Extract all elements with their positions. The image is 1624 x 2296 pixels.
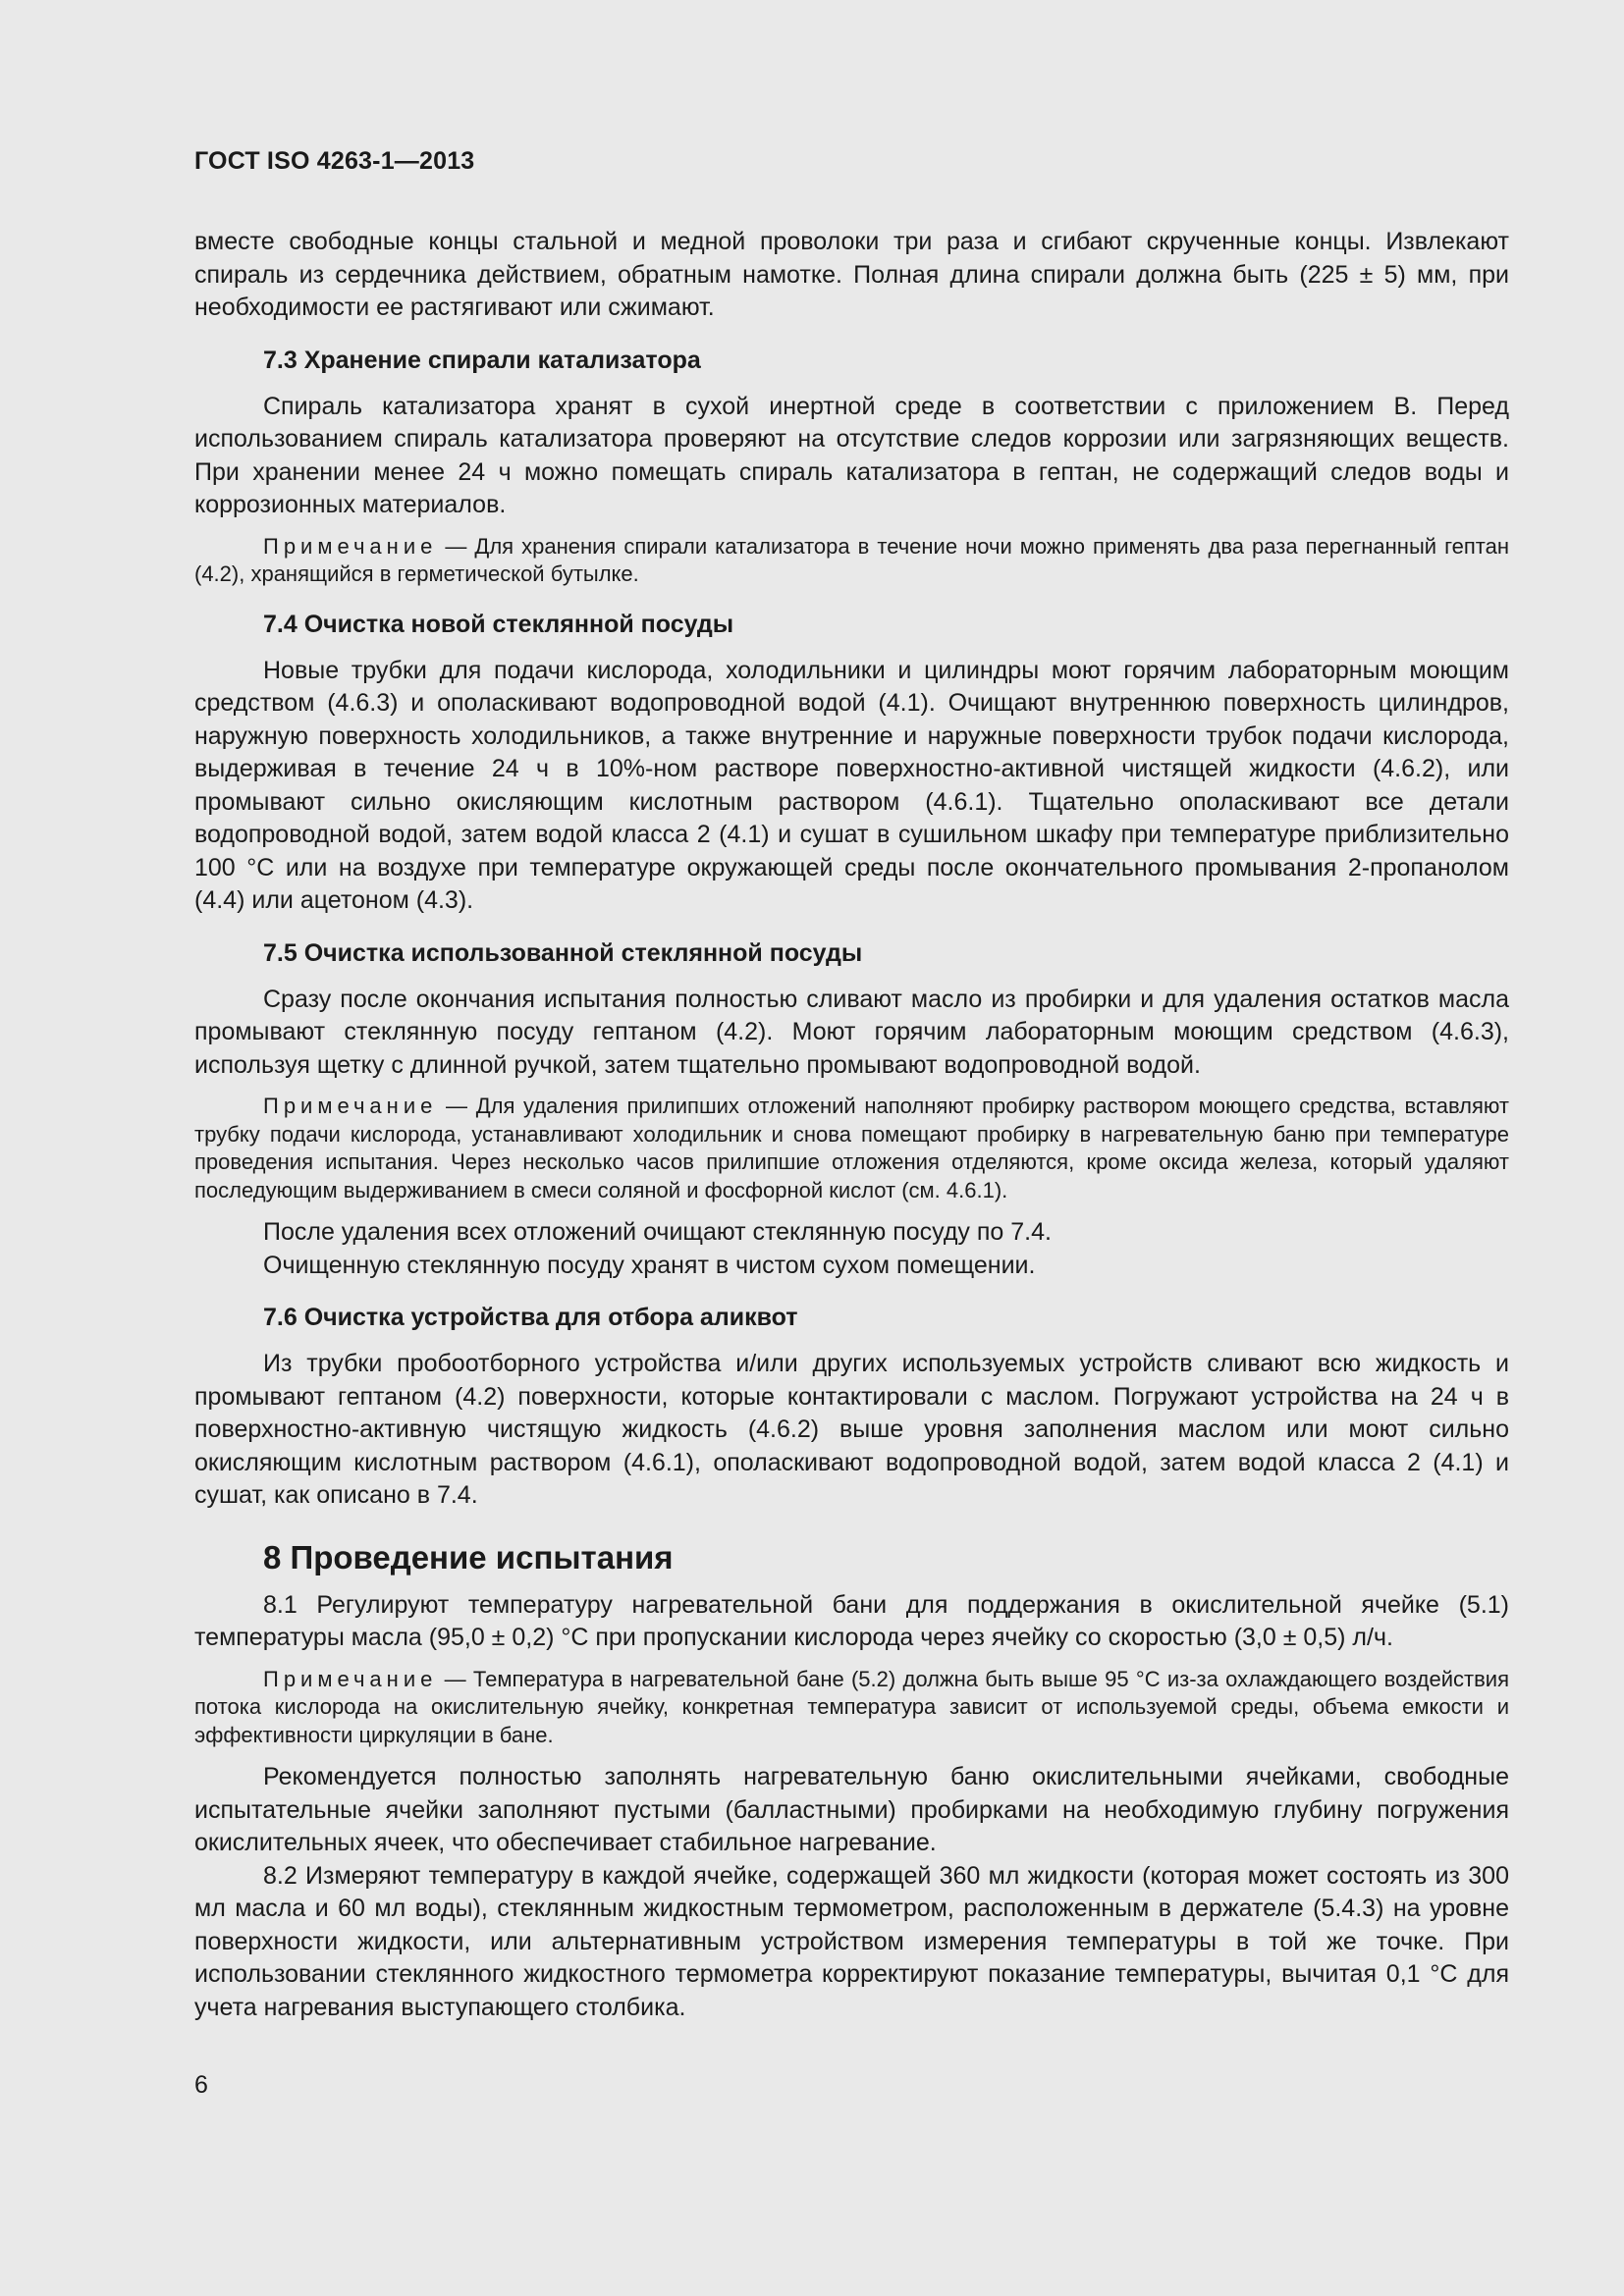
- note-text: — Для удаления прилипших отложений наполняют пробирку раствором моющего средства, вставляют трубку подачи кислорода, устанавливают холодильник и снова помещают пробирку в нагревательную баню при температуре проведения испытания. Через несколько часов прилипшие отложения отделяются, кроме оксида железа, который удаляют последующим выдерживанием в смеси соляной и фосфорной кислот (см. 4.6.1).: [194, 1094, 1509, 1202]
- note-7-3: [194, 533, 1509, 589]
- note-7-5: [194, 1093, 1509, 1204]
- paragraph-8-1: 8.1 Регулируют температуру нагревательной бани для поддержания в окислительной ячейке (5.1) температуры масла (95,0 ± 0,2) °С при пропускании кислорода через ячейку со скоростью (3,0 ± 0,5) л/ч.: [194, 1590, 1509, 1651]
- intro-paragraph: вместе свободные концы стальной и медной проволоки три раза и сгибают скрученные концы. Извлекают спираль из сердечника действием, обратным намотке. Полная длина спирали должна быть (225 ± 5) мм, при необходимости ее растягивают или сжимают.: [194, 228, 1509, 321]
- paragraph-7-5-after-2: Очищенную стеклянную посуду хранят в чистом сухом помещении.: [263, 1251, 1036, 1279]
- page-number: 6: [194, 2071, 208, 2099]
- note-label: Примечание: [263, 1666, 438, 1691]
- heading-7-5: 7.5 Очистка использованной стеклянной посуды: [263, 938, 863, 967]
- note-label: Примечание: [263, 533, 438, 559]
- paragraph-8-recommend: Рекомендуется полностью заполнять нагревательную баню окислительными ячейками, свободные испытательные ячейки заполняют пустыми (балластными) пробирками на необходимую глубину погружения окислительных ячеек, что обеспечивает стабильное нагревание.: [194, 1763, 1509, 1856]
- paragraph-7-5: Сразу после окончания испытания полностью сливают масло из пробирки и для удаления остатков масла промывают стеклянную посуду гептаном (4.2). Моют горячим лабораторным моющим средством (4.6.3), используя щетку с длинной ручкой, затем тщательно промывают водопроводной водой.: [194, 985, 1509, 1079]
- paragraph-7-4: Новые трубки для подачи кислорода, холодильники и цилиндры моют горячим лабораторным моющим средством (4.6.3) и ополаскивают водопроводной водой (4.1). Очищают внутреннюю поверхность цилиндров, наружную поверхность холодильников, а также внутренние и наружные поверхности трубок подачи кислорода, выдерживая в течение 24 ч в 10%-ном растворе поверхностно-активной чистящей жидкости (4.6.2), или промывают сильно окисляющим кислотным раствором (4.6.1). Тщательно ополаскивают все детали водопроводной водой, затем водой класса 2 (4.1) и сушат в сушильном шкафу при температуре приблизительно 100 °С или на воздухе при температуре окружающей среды после окончательного промывания 2-пропанолом (4.4) или ацетоном (4.3).: [194, 656, 1509, 914]
- paragraph-8-2: 8.2 Измеряют температуру в каждой ячейке, содержащей 360 мл жидкости (которая может состоять из 300 мл масла и 60 мл воды), стеклянным жидкостным термометром, расположенным в держателе (5.4.3) на уровне поверхности жидкости, или альтернативным устройством измерения температуры в той же точке. При использовании стеклянного жидкостного термометра корректируют показание температуры, вычитая 0,1 °С для учета нагревания выступающего столбика.: [194, 1861, 1509, 2021]
- heading-7-4: 7.4 Очистка новой стеклянной посуды: [263, 610, 734, 638]
- heading-7-6: 7.6 Очистка устройства для отбора аликвот: [263, 1304, 798, 1331]
- paragraph-7-3: Спираль катализатора хранят в сухой инертной среде в соответствии с приложением В. Перед использованием спираль катализатора проверяют на отсутствие следов коррозии или загрязняющих веществ. При хранении менее 24 ч можно помещать спираль катализатора в гептан, не содержащий следов воды и коррозионных материалов.: [194, 392, 1509, 518]
- note-label: Примечание: [263, 1094, 438, 1118]
- document-header: ГОСТ ISO 4263-1—2013: [194, 147, 475, 175]
- heading-8: 8 Проведение испытания: [263, 1538, 674, 1575]
- heading-7-3: 7.3 Хранение спирали катализатора: [263, 346, 701, 374]
- note-text: — Температура в нагревательной бане (5.2) должна быть выше 95 °С из-за охлаждающего воздействия потока кислорода на окислительную ячейку, конкретная температура зависит от используемой среды, объема емкости и эффективности циркуляции в бане.: [194, 1666, 1509, 1747]
- note-text: — Для хранения спирали катализатора в течение ночи можно применять два раза перегнанный гептан (4.2), хранящийся в герметической бутылке.: [194, 533, 1509, 586]
- note-8-1: [194, 1666, 1509, 1750]
- paragraph-7-6: Из трубки пробоотборного устройства и/или других используемых устройств сливают всю жидкость и промывают гептаном (4.2) поверхности, которые контактировали с маслом. Погружают устройства на 24 ч в поверхностно-активную чистящую жидкость (4.6.2) выше уровня заполнения маслом или моют сильно окисляющим кислотным раствором (4.6.1), ополаскивают водопроводной водой, затем водой класса 2 (4.1) и сушат, как описано в 7.4.: [194, 1350, 1509, 1509]
- paragraph-7-5-after-1: После удаления всех отложений очищают стеклянную посуду по 7.4.: [263, 1218, 1052, 1246]
